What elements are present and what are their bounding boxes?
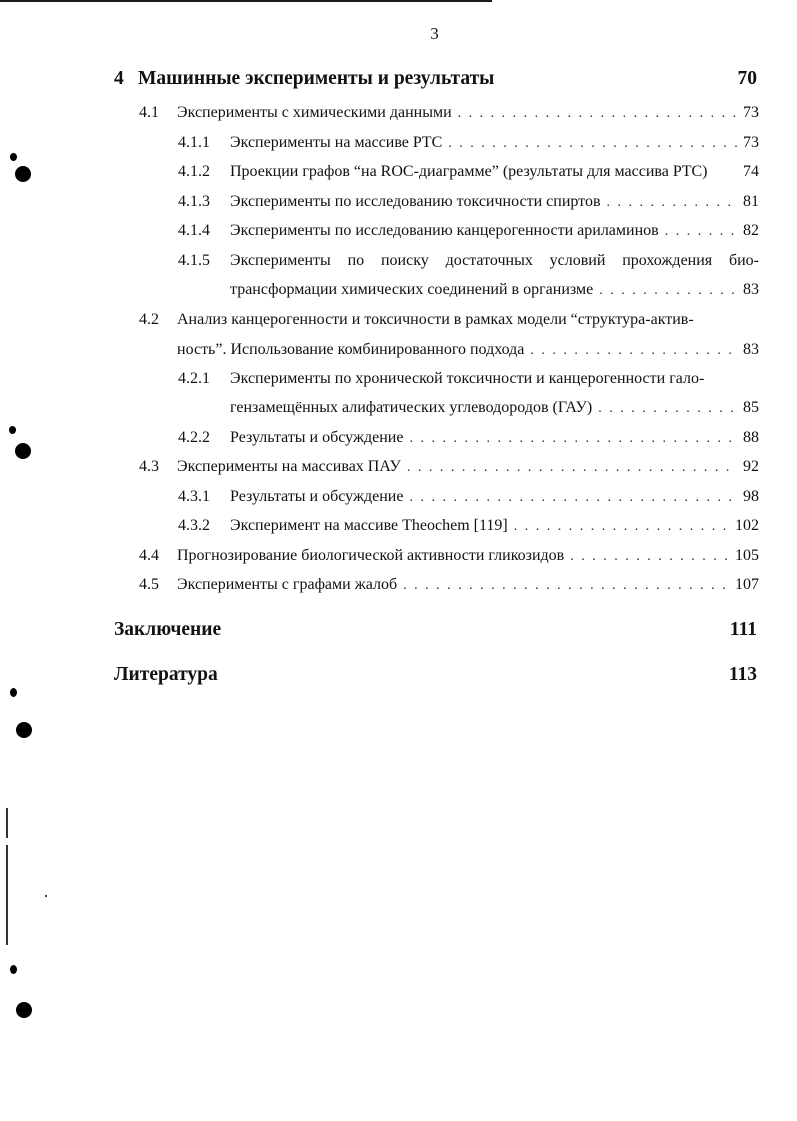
leader-dots [665, 224, 737, 240]
entry-title-line2: гензамещённых алифатических углеводородов (ГАУ) [230, 399, 593, 416]
toc-entry-4-3-2[interactable] [178, 517, 759, 535]
entry-number: 4.2.2 [178, 429, 210, 446]
entry-title: Эксперименты по исследованию канцерогенности ариламинов [230, 222, 659, 239]
entry-title: Эксперименты на массиве PTC [230, 134, 443, 151]
toc-entry-4-1-5-cont[interactable] [230, 281, 759, 299]
leader-dots [570, 549, 729, 565]
leader-dots [599, 283, 737, 299]
entry-number: 4.3 [139, 458, 159, 475]
toc-entry-4-1-5[interactable] [178, 252, 759, 270]
toc-entry-4-2[interactable] [139, 311, 759, 329]
entry-title: Эксперименты по исследованию токсичности спиртов [230, 193, 601, 210]
scan-speck [10, 688, 17, 697]
scan-speck [9, 426, 16, 434]
references-title: Литература [114, 664, 218, 685]
toc-entry-4-1-1[interactable] [178, 134, 759, 152]
entry-number: 4.5 [139, 576, 159, 593]
entry-number: 4.1.2 [178, 163, 210, 180]
entry-page: 74 [743, 163, 759, 180]
entry-title: Прогнозирование биологической активности гликозидов [177, 547, 565, 564]
toc-entry-4-2-1-cont[interactable] [230, 399, 759, 417]
entry-page: 85 [743, 399, 759, 416]
conclusion-page: 111 [729, 619, 757, 640]
toc-entry-4-4[interactable] [139, 547, 759, 565]
scan-edge-mark [6, 845, 8, 945]
entry-number: 4.2.1 [178, 370, 210, 387]
leader-dots [458, 106, 737, 122]
scan-edge-mark [6, 808, 8, 838]
entry-title-line2: трансформации химических соединений в организме [230, 281, 594, 298]
entry-title-line1: Анализ канцерогенности и токсичности в рамках модели “структура-актив- [177, 311, 694, 328]
entry-title-line1: Эксперименты по поиску достаточных условий прохождения био- [230, 252, 759, 269]
entry-page: 92 [743, 458, 759, 475]
entry-page: 88 [743, 429, 759, 446]
references-page: 113 [728, 664, 757, 685]
conclusion-title: Заключение [114, 619, 222, 640]
entry-page: 102 [735, 517, 759, 534]
punch-hole [15, 166, 31, 182]
entry-title: Эксперименты с химическими данными [177, 104, 452, 121]
entry-number: 4.3.1 [178, 488, 210, 505]
entry-page: 83 [743, 281, 759, 298]
leader-dots [607, 195, 738, 211]
leader-dots [409, 431, 737, 447]
toc-entry-4-1-3[interactable] [178, 193, 759, 211]
entry-page: 82 [743, 222, 759, 239]
entry-title: Эксперименты с графами жалоб [177, 576, 398, 593]
entry-title: Результаты и обсуждение [230, 429, 404, 446]
toc-conclusion[interactable] [114, 619, 757, 641]
toc-chapter-4[interactable] [114, 68, 757, 90]
entry-number: 4.1.1 [178, 134, 210, 151]
toc-entry-4-1-2[interactable] [178, 163, 759, 181]
leader-dots [514, 519, 729, 535]
entry-title-line1: Эксперименты по хронической токсичности и канцерогенности гало- [230, 370, 705, 387]
entry-title: Эксперименты на массивах ПАУ [177, 458, 401, 475]
entry-number: 4.1.4 [178, 222, 210, 239]
toc-entry-4-5[interactable] [139, 576, 759, 594]
punch-hole [16, 1002, 32, 1018]
entry-number: 4.4 [139, 547, 159, 564]
entry-page: 81 [743, 193, 759, 210]
entry-page: 83 [743, 341, 759, 358]
leader-dots [598, 401, 737, 417]
chapter-title: Машинные эксперименты и результаты [138, 68, 495, 89]
entry-number: 4.1 [139, 104, 159, 121]
leader-dots [403, 578, 729, 594]
chapter-number: 4 [114, 68, 124, 89]
toc-entry-4-1[interactable] [139, 104, 759, 122]
entry-number: 4.1.3 [178, 193, 210, 210]
punch-hole [16, 722, 32, 738]
entry-page: 98 [743, 488, 759, 505]
entry-title-line2: ность”. Использование комбинированного подхода [177, 341, 525, 358]
entry-number: 4.1.5 [178, 252, 210, 269]
entry-title: Проекции графов “на ROC-диаграмме” (результаты для массива PTC) [230, 163, 708, 180]
toc-references[interactable] [114, 664, 757, 686]
scan-speck [10, 965, 17, 974]
entry-title: Результаты и обсуждение [230, 488, 404, 505]
entry-page: 105 [735, 547, 759, 564]
page-number: 3 [430, 24, 439, 43]
entry-number: 4.3.2 [178, 517, 210, 534]
leader-dots [530, 343, 737, 359]
scan-speck [45, 895, 47, 897]
entry-number: 4.2 [139, 311, 159, 328]
entry-title: Эксперимент на массиве Theochem [119] [230, 517, 508, 534]
toc-entry-4-2-2[interactable] [178, 429, 759, 447]
entry-page: 107 [735, 576, 759, 593]
punch-hole [15, 443, 31, 459]
toc-entry-4-3[interactable] [139, 458, 759, 476]
scan-top-edge [0, 0, 492, 2]
toc-entry-4-2-cont[interactable] [177, 341, 759, 359]
entry-page: 73 [743, 134, 759, 151]
entry-page: 73 [743, 104, 759, 121]
leader-dots [448, 136, 737, 152]
leader-dots [409, 490, 737, 506]
toc-entry-4-1-4[interactable] [178, 222, 759, 240]
chapter-page: 70 [737, 68, 757, 89]
leader-dots [407, 460, 737, 476]
toc-entry-4-3-1[interactable] [178, 488, 759, 506]
scan-speck [10, 153, 17, 161]
toc-entry-4-2-1[interactable] [178, 370, 759, 388]
